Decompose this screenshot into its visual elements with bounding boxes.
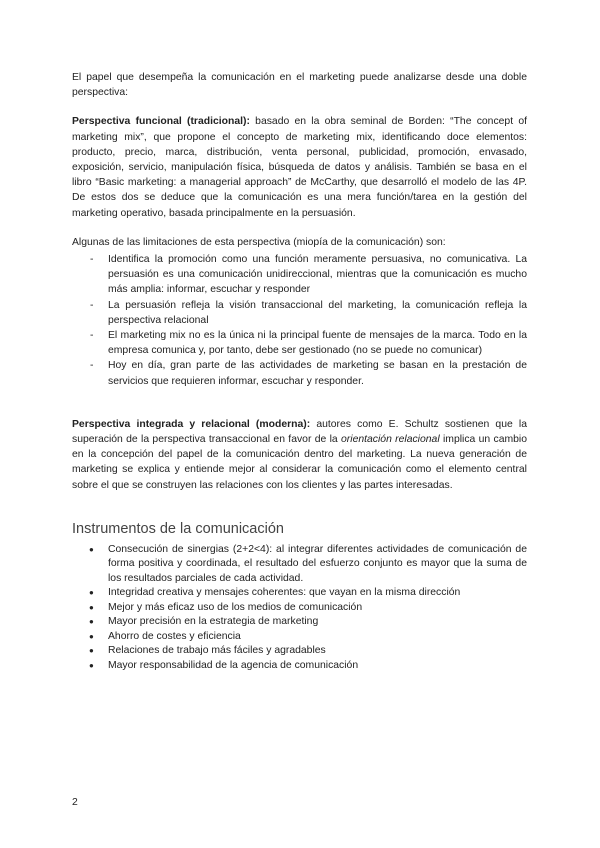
instrumento-item: ● Integridad creativa y mensajes coherentes: que vayan en la misma dirección — [72, 586, 527, 601]
funcional-text: basado en la obra seminal de Borden: “The concept of marketing mix”, que propone el concepto de marketing mix, identificando doce elementos: producto, precio, marca, distribución, venta personal, publicidad, promoción, envasado, exposición, servicio, manipulación física, búsqueda de datos y análisis. También se basa en el libro “Basic marketing: a managerial approach” de McCarthy, que desarrolló el modelo de las 4P. De estos dos se deduce que la comunicación es una mera función/tarea en la gestión del marketing operativo, basada principalmente en la persuasión. — [72, 116, 528, 219]
integrada-text-b: implica un cambio en la concepción del papel de la comunicación dentro del marketing. La nueva generación de marketing se explica y entiende mejor al considerar la comunicación como el elemento central sobre el que se construyen las relaciones con los clientes y las partes interesadas. — [72, 434, 527, 491]
page-number: 2 — [72, 797, 78, 808]
instrumento-item: ● Mayor responsabilidad de la agencia de comunicación — [72, 659, 527, 674]
instrumento-item: ● Mayor precisión en la estrategia de marketing — [72, 615, 527, 630]
funcional-title: Perspectiva funcional (tradicional): — [72, 116, 250, 128]
integrada-paragraph — [72, 417, 527, 493]
instrumento-item: ● Ahorro de costes y eficiencia — [72, 630, 527, 645]
instrumento-item: ● Mejor y más eficaz uso de los medios de comunicación — [72, 601, 527, 616]
instrumentos-list — [72, 543, 527, 674]
integrada-italic: orientación relacional — [341, 434, 440, 446]
integrada-text-a: autores como E. Schultz sostienen que la superación de la perspectiva transaccional en favor de la — [72, 418, 527, 446]
instrumento-item: ● Consecución de sinergias (2+2<4): al integrar diferentes actividades de comunicación de forma positiva y coordinada, el resultado del esfuerzo conjunto es mayor que la suma de los resultados parciales de cada actividad. — [72, 543, 527, 587]
limitacion-item: - La persuasión refleja la visión transaccional del marketing, la comunicación refleja la perspectiva relacional — [72, 298, 527, 328]
limitacion-item: - Identifica la promoción como una función meramente persuasiva, no comunicativa. La persuasión es una comunicación unidireccional, mientras que la comunicación es mucho más amplia: informar, escuchar y responder — [72, 252, 527, 298]
funcional-paragraph — [72, 114, 527, 220]
limitacion-item: - El marketing mix no es la única ni la principal fuente de mensajes de la marca. Todo en la empresa comunica y, por tanto, debe ser gestionado (no se puede no comunicar) — [72, 328, 527, 358]
limitaciones-intro: Algunas de las limitaciones de esta perspectiva (miopía de la comunicación) son: — [72, 236, 446, 248]
instrumento-item: ● Relaciones de trabajo más fáciles y agradables — [72, 644, 527, 659]
instrumentos-heading: Instrumentos de la comunicación — [72, 520, 284, 537]
limitaciones-list — [72, 252, 527, 389]
limitacion-item: - Hoy en día, gran parte de las actividades de marketing se basan en la prestación de servicios que requieren informar, escuchar y responder. — [72, 358, 527, 388]
intro-paragraph: El papel que desempeña la comunicación en el marketing puede analizarse desde una doble perspectiva: — [72, 72, 527, 99]
integrada-title: Perspectiva integrada y relacional (moderna): — [72, 418, 311, 430]
document-body — [72, 70, 527, 673]
